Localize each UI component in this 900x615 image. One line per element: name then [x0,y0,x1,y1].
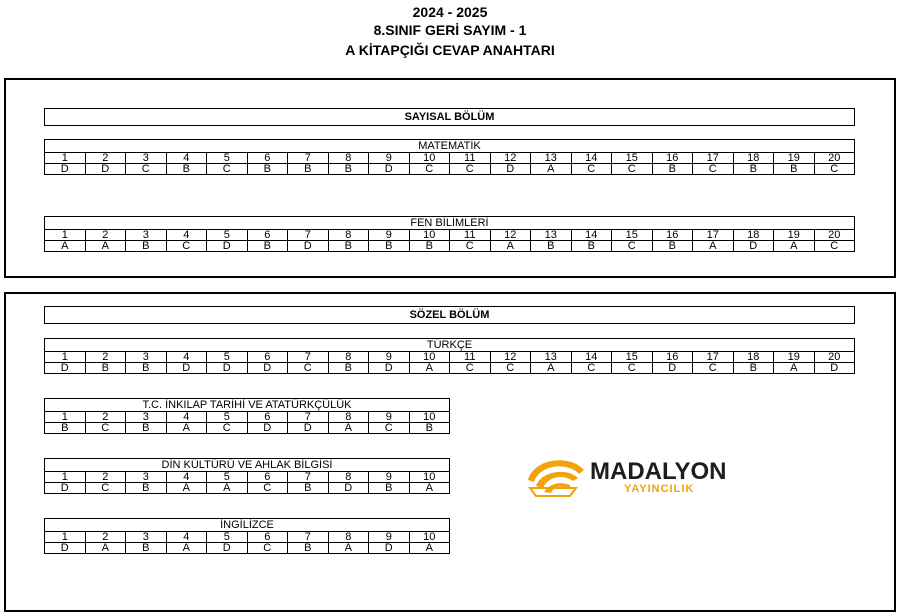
answer-cell: D [490,164,531,175]
answer-cell: B [126,483,167,494]
answer-cell: D [369,164,410,175]
subject-title: T.C. İNKILAP TARİHİ VE ATATÜRKÇÜLÜK [45,399,450,412]
answer-cell: C [288,363,329,374]
question-number: 4 [166,412,207,423]
answer-cell: D [288,241,329,252]
answer-table-ingilizce [44,518,450,554]
subject-title: MATEMATİK [45,140,855,153]
question-number: 15 [612,153,653,164]
answer-cell: B [652,164,693,175]
answer-cell: D [369,363,410,374]
table-title-row [45,339,855,352]
answer-cell: D [85,164,126,175]
answer-cell: B [733,164,774,175]
question-number-row [45,532,450,543]
question-number: 2 [85,352,126,363]
answer-cell: A [166,423,207,434]
question-number: 9 [369,532,410,543]
answer-cell: D [45,483,86,494]
question-number: 14 [571,230,612,241]
answer-cell: B [126,423,167,434]
question-number: 3 [126,352,167,363]
answer-cell: A [166,543,207,554]
answer-cell: B [166,164,207,175]
question-number: 13 [531,153,572,164]
answer-cell: B [126,543,167,554]
question-number: 5 [207,352,248,363]
table-title-row [45,459,450,472]
question-number: 9 [369,472,410,483]
booklet-heading: A KİTAPÇIĞI CEVAP ANAHTARI [345,42,555,58]
answer-cell: C [207,164,248,175]
question-number: 1 [45,472,86,483]
question-number: 17 [693,153,734,164]
answer-cell: C [247,543,288,554]
answer-cell: D [328,483,369,494]
answer-cell: D [45,164,86,175]
answer-cell: C [612,363,653,374]
question-number-row [45,230,855,241]
answer-cell: C [814,241,855,252]
answer-cell: B [531,241,572,252]
answer-row [45,164,855,175]
question-number: 13 [531,230,572,241]
answer-cell: C [612,241,653,252]
question-number: 3 [126,412,167,423]
question-number: 18 [733,352,774,363]
question-number: 15 [612,352,653,363]
question-number-row [45,472,450,483]
answer-cell: A [531,164,572,175]
answer-cell: A [409,363,450,374]
question-number: 17 [693,230,734,241]
answer-cell: A [207,483,248,494]
madalyon-logo [524,450,734,505]
question-number: 10 [409,472,450,483]
question-number: 10 [409,412,450,423]
subject-title: İNGİLİZCE [45,519,450,532]
question-number: 19 [774,153,815,164]
question-number: 5 [207,532,248,543]
section-title-sozel: SÖZEL BÖLÜM [44,306,855,324]
answer-cell: C [85,483,126,494]
answer-cell: B [126,363,167,374]
answer-cell: C [490,363,531,374]
question-number: 6 [247,472,288,483]
question-number: 19 [774,352,815,363]
question-number: 3 [126,230,167,241]
answer-cell: B [328,363,369,374]
question-number: 7 [288,352,329,363]
table-title-row [45,519,450,532]
answer-cell: C [612,164,653,175]
question-number: 10 [409,532,450,543]
answer-cell: B [409,423,450,434]
question-number: 5 [207,230,248,241]
question-number: 17 [693,352,734,363]
question-number: 5 [207,472,248,483]
question-number: 2 [85,472,126,483]
answer-cell: D [247,363,288,374]
question-number: 12 [490,352,531,363]
answer-cell: A [85,543,126,554]
question-number: 8 [328,532,369,543]
answer-row [45,363,855,374]
answer-cell: C [247,483,288,494]
answer-table-fen [44,216,855,252]
table-title-row [45,217,855,230]
question-number: 10 [409,153,450,164]
answer-cell: A [693,241,734,252]
logo-wordmark: MADALYON [590,458,727,485]
answer-cell: D [733,241,774,252]
answer-cell: C [450,164,491,175]
question-number-row [45,412,450,423]
answer-cell: B [652,241,693,252]
answer-cell: B [288,164,329,175]
question-number: 2 [85,412,126,423]
answer-cell: A [328,423,369,434]
answer-cell: D [207,241,248,252]
question-number: 7 [288,472,329,483]
question-number: 7 [288,230,329,241]
answer-cell: A [409,483,450,494]
question-number: 13 [531,352,572,363]
question-number: 10 [409,230,450,241]
answer-cell: A [328,543,369,554]
question-number: 12 [490,153,531,164]
question-number: 8 [328,153,369,164]
answer-cell: D [166,363,207,374]
answer-cell: D [207,363,248,374]
answer-cell: A [85,241,126,252]
answer-cell: D [247,423,288,434]
answer-table-matematik [44,139,855,175]
answer-cell: C [814,164,855,175]
question-number: 7 [288,412,329,423]
answer-cell: A [531,363,572,374]
answer-cell: A [774,241,815,252]
answer-table-din [44,458,450,494]
answer-cell: B [369,483,410,494]
answer-cell: B [733,363,774,374]
answer-table-turkce [44,338,855,374]
question-number: 9 [369,153,410,164]
year-heading: 2024 - 2025 [412,4,488,20]
question-number: 11 [450,230,491,241]
answer-cell: B [409,241,450,252]
section-title-sayisal: SAYISAL BÖLÜM [44,108,855,126]
answer-cell: B [571,241,612,252]
question-number: 18 [733,230,774,241]
answer-cell: B [45,423,86,434]
answer-cell: D [45,363,86,374]
question-number: 1 [45,153,86,164]
question-number: 5 [207,412,248,423]
answer-cell: C [571,164,612,175]
answer-cell: B [288,543,329,554]
answer-cell: D [207,543,248,554]
answer-table-inkilap [44,398,450,434]
question-number: 9 [369,230,410,241]
answer-cell: B [85,363,126,374]
question-number: 1 [45,532,86,543]
answer-cell: D [45,543,86,554]
exam-heading: 8.SINIF GERİ SAYIM - 1 [373,22,527,38]
answer-cell: B [774,164,815,175]
question-number: 2 [85,532,126,543]
madalyon-emblem-icon [524,450,586,505]
question-number: 20 [814,352,855,363]
answer-cell: C [450,241,491,252]
answer-cell: A [166,483,207,494]
question-number: 6 [247,352,288,363]
question-number: 12 [490,230,531,241]
question-number: 19 [774,230,815,241]
answer-row [45,241,855,252]
question-number: 1 [45,412,86,423]
question-number: 20 [814,230,855,241]
question-number: 8 [328,472,369,483]
question-number: 8 [328,352,369,363]
question-number: 4 [166,352,207,363]
answer-cell: B [369,241,410,252]
question-number: 18 [733,153,774,164]
question-number: 6 [247,532,288,543]
question-number: 15 [612,230,653,241]
answer-row [45,423,450,434]
answer-cell: C [693,164,734,175]
question-number: 4 [166,153,207,164]
question-number: 5 [207,153,248,164]
answer-cell: B [247,241,288,252]
question-number: 1 [45,230,86,241]
question-number: 16 [652,352,693,363]
question-number: 7 [288,153,329,164]
subject-title: DİN KÜLTÜRÜ VE AHLAK BİLGİSİ [45,459,450,472]
answer-cell: C [571,363,612,374]
question-number: 11 [450,153,491,164]
question-number: 7 [288,532,329,543]
subject-title: TÜRKÇE [45,339,855,352]
question-number: 4 [166,230,207,241]
logo-subtitle: YAYINCILIK [624,483,695,495]
question-number: 10 [409,352,450,363]
question-number: 16 [652,153,693,164]
question-number: 16 [652,230,693,241]
table-title-row [45,399,450,412]
question-number: 14 [571,352,612,363]
question-number: 9 [369,412,410,423]
question-number: 8 [328,412,369,423]
question-number: 14 [571,153,612,164]
answer-cell: D [288,423,329,434]
answer-cell: A [490,241,531,252]
answer-cell: B [288,483,329,494]
answer-cell: D [652,363,693,374]
answer-cell: C [409,164,450,175]
question-number: 2 [85,153,126,164]
question-number-row [45,352,855,363]
answer-cell: C [207,423,248,434]
answer-cell: A [774,363,815,374]
answer-cell: C [85,423,126,434]
question-number: 3 [126,153,167,164]
answer-row [45,483,450,494]
answer-cell: C [693,363,734,374]
question-number-row [45,153,855,164]
question-number: 2 [85,230,126,241]
question-number: 3 [126,532,167,543]
question-number: 9 [369,352,410,363]
answer-cell: C [369,423,410,434]
answer-cell: D [369,543,410,554]
question-number: 1 [45,352,86,363]
answer-cell: B [247,164,288,175]
question-number: 20 [814,153,855,164]
answer-cell: C [126,164,167,175]
answer-cell: A [45,241,86,252]
answer-cell: B [328,164,369,175]
question-number: 6 [247,412,288,423]
question-number: 6 [247,153,288,164]
question-number: 11 [450,352,491,363]
answer-cell: C [450,363,491,374]
answer-cell: B [126,241,167,252]
question-number: 6 [247,230,288,241]
answer-cell: A [409,543,450,554]
question-number: 4 [166,472,207,483]
question-number: 4 [166,532,207,543]
subject-title: FEN BİLİMLERİ [45,217,855,230]
answer-cell: D [814,363,855,374]
table-title-row [45,140,855,153]
answer-cell: B [328,241,369,252]
answer-row [45,543,450,554]
answer-cell: C [166,241,207,252]
question-number: 3 [126,472,167,483]
question-number: 8 [328,230,369,241]
